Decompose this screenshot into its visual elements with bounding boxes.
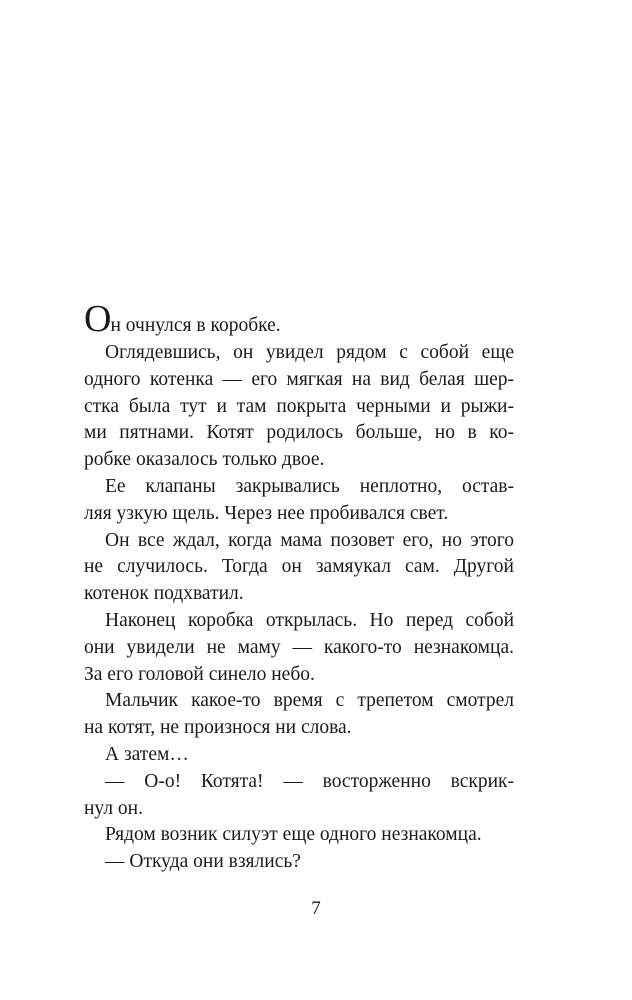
text-line: стка была тут и там покрыта черными и рыжи- bbox=[84, 395, 514, 417]
text-line: Наконец коробка открылась. Но перед собой bbox=[105, 609, 514, 631]
text-line: ляя узкую щель. Через нее пробивался свет. bbox=[84, 502, 449, 524]
text-line: Ее клапаны закрывались неплотно, остав- bbox=[105, 475, 514, 497]
drop-cap: О bbox=[84, 298, 111, 340]
page-number: 7 bbox=[311, 898, 321, 919]
text-line: ми пятнами. Котят родилось больше, но в ко- bbox=[84, 422, 514, 444]
body-text bbox=[84, 300, 514, 876]
text-line: — Откуда они взялись? bbox=[105, 851, 301, 873]
first-line bbox=[84, 300, 514, 338]
text-line: Он все ждал, когда мама позовет его, но этого bbox=[105, 529, 514, 551]
text-line: нул он. bbox=[84, 797, 143, 819]
first-line-text: н очнулся в коробке. bbox=[110, 315, 281, 336]
text-line: одного котенка — его мягкая на вид белая шер- bbox=[84, 368, 514, 390]
paragraph-lines bbox=[84, 340, 514, 876]
text-line: они увидели не маму — какого-то незнакомца. bbox=[84, 636, 514, 658]
text-line: — О-о! Котята! — восторженно вскрик- bbox=[105, 770, 514, 792]
text-line: котенок подхватил. bbox=[84, 583, 244, 605]
text-line: За его головой синело небо. bbox=[84, 663, 315, 685]
text-line: на котят, не произнося ни слова. bbox=[84, 717, 352, 739]
text-line: А затем… bbox=[105, 743, 189, 765]
text-line: Рядом возник силуэт еще одного незнакомца. bbox=[105, 824, 482, 846]
text-line: Оглядевшись, он увидел рядом с собой еще bbox=[105, 342, 514, 363]
text-line: Мальчик какое-то время с трепетом смотрел bbox=[105, 690, 514, 712]
text-line: не случилось. Тогда он замяукал сам. Другой bbox=[84, 556, 514, 578]
text-line: робке оказалось только двое. bbox=[84, 449, 325, 471]
